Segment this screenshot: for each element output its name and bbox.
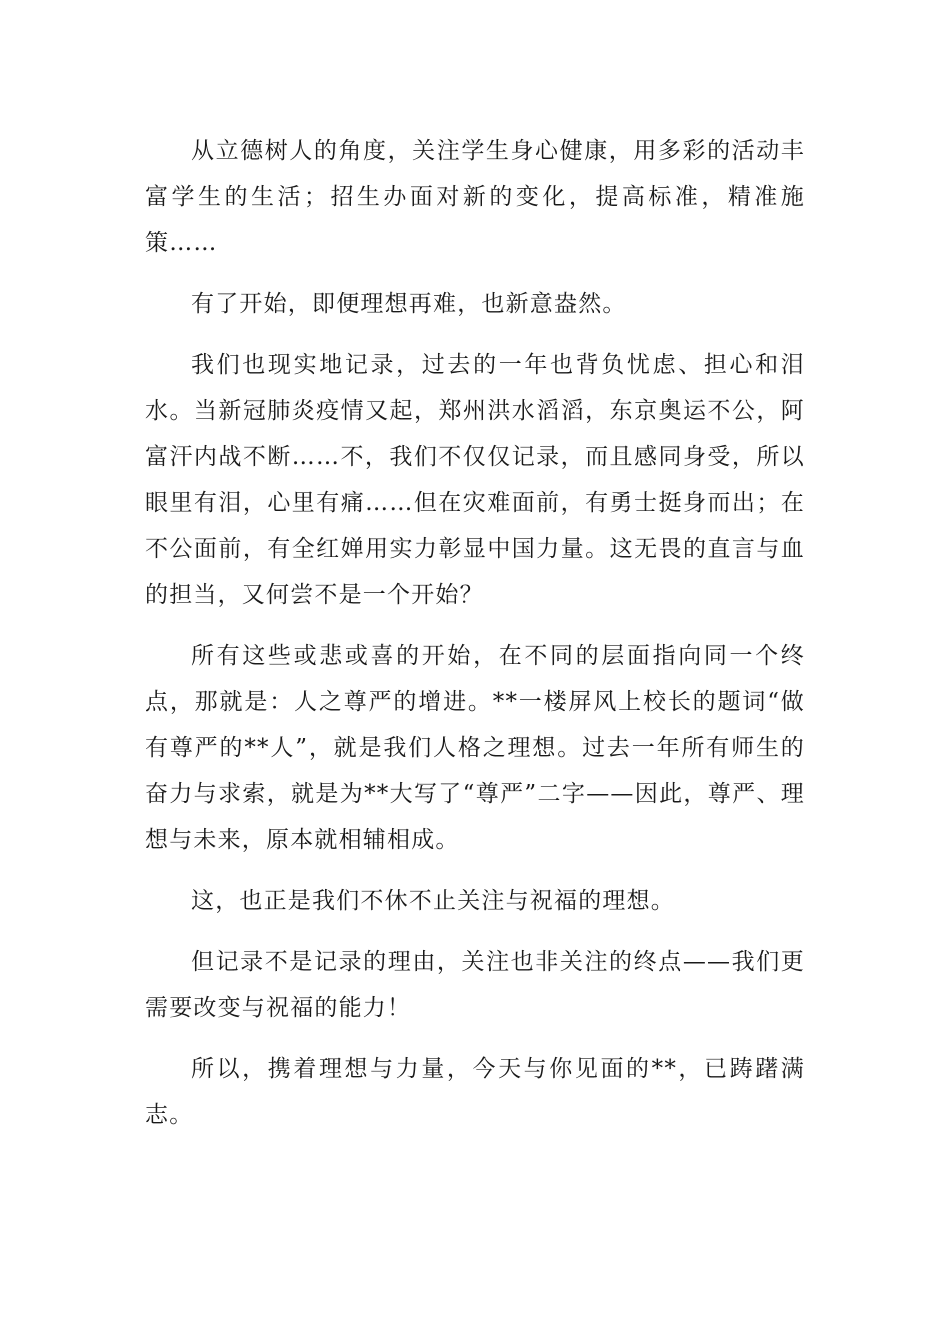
paragraph: 这，也正是我们不休不止关注与祝福的理想。 (191, 888, 675, 914)
document-body (145, 128, 805, 1153)
paragraph: 所有这些或悲或喜的开始，在不同的层面指向同一个终点，那就是：人之尊严的增进。**一楼屏风上校长的题词“做有尊严的**人”，就是我们人格之理想。过去一年所有师生的奋力与求索，就是为**大写了“尊严”二字——因此，尊严、理想与未来，原本就相辅相成。 (145, 643, 805, 853)
paragraph: 但记录不是记录的理由，关注也非关注的终点——我们更需要改变与祝福的能力！ (145, 949, 805, 1021)
paragraph: 从立德树人的角度，关注学生身心健康，用多彩的活动丰富学生的生活；招生办面对新的变化，提高标准，精准施策…… (145, 138, 805, 256)
paragraph: 有了开始，即便理想再难，也新意盎然。 (191, 291, 627, 317)
paragraph: 所以，携着理想与力量，今天与你见面的**，已踌躇满志。 (145, 1056, 805, 1128)
paragraph: 我们也现实地记录，过去的一年也背负忧虑、担心和泪水。当新冠肺炎疫情又起，郑州洪水滔滔，东京奥运不公，阿富汗内战不断……不，我们不仅仅记录，而且感同身受，所以眼里有泪，心里有痛……但在灾难面前，有勇士挺身而出；在不公面前，有全红婵用实力彰显中国力量。这无畏的直言与血的担当，又何尝不是一个开始？ (145, 352, 805, 608)
